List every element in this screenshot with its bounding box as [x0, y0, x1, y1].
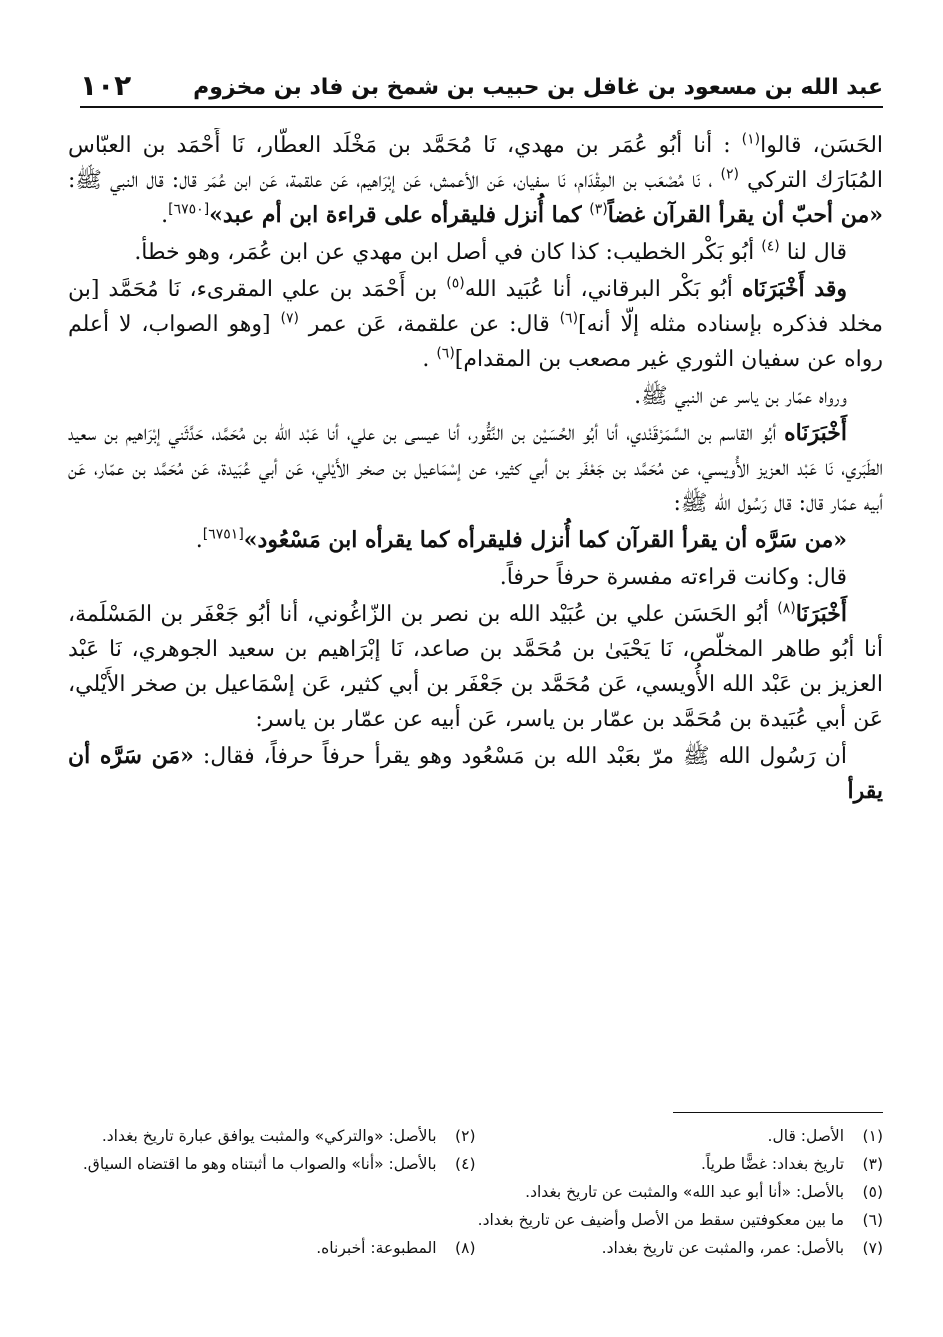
footnote-ref: (٧): [280, 310, 299, 327]
running-title: عبد الله بن مسعود بن غافل بن حبيب بن شمخ بن فاد بن مخزوم: [193, 75, 883, 100]
page-number: ١٠٢: [80, 69, 132, 102]
footnote-5: [68, 1178, 883, 1206]
paragraph-7: [68, 560, 883, 595]
text-segment: الحَسَن، قالوا: [760, 133, 883, 158]
footnote-row: [68, 1150, 883, 1178]
text-segment: [وهو الصواب، لا أعلم رواه عن سفيان الثوري غير مصعب بن المقدام]: [68, 312, 883, 372]
footnote-text: بالأصل: عمر، والمثبت عن تاريخ بغداد.: [601, 1239, 845, 1257]
text-segment: أبُو الحَسَن علي بن عُبَيْد الله بن نصر بن الزّاغُوني، أنا أبُو جَعْفَر بن المَسْلَمة، أنا أبُو طاهر المخلّص، نَا يَحْيَىٰ بن مُحَمَّد بن صاعد، نَا إبْرَاهيم بن سعيد الجوهري، نَا عَبْد العزيز بن عَبْد الله الأُويسي، عَن مُحَمَّد بن جَعْفَر بن أبي كثير، عَن إسْمَاعيل بن صخر الأَيْلي، عَن أبي عُبَيدة بن مُحَمَّد بن عمّار بن ياسر، عَن أبيه عن عمّار بن ياسر:: [68, 602, 883, 732]
footnote-7: [476, 1234, 884, 1262]
text-segment: ، نَا مُصْعَب بن المِقْدَام، نَا سفيان، عَن الأعمش، عَن إبْرَاهيم، عَن علقمة، عَن ابن عُمَر قال: قال النبي ﷺ:: [68, 168, 721, 193]
footnote-number: (٤): [455, 1155, 476, 1173]
isnad-lead: أَخْبَرَنَاه: [784, 420, 847, 446]
footnote-text: بالأصل: «أنا» والصواب ما أثبتناه وهو ما اقتضاه السياق.: [82, 1155, 437, 1173]
footnote-ref: (١): [741, 131, 761, 148]
text-segment: قال: وكانت قراءته مفسرة حرفاً حرفاً.: [499, 565, 847, 590]
footnote-row: [68, 1234, 883, 1262]
page-header: [80, 58, 883, 108]
hadith-quote: كما أُنزل فليقرأه على قراءة ابن أم عبد»: [209, 202, 590, 228]
paragraph-1: [68, 128, 883, 233]
footnote-row: [68, 1122, 883, 1150]
hadith-number: [٦٧٥٠]: [168, 201, 210, 218]
paragraph-8: [68, 597, 883, 737]
text-segment: .: [422, 347, 437, 372]
footnote-4: [68, 1150, 476, 1178]
footnote-number: (٥): [862, 1183, 883, 1201]
footnote-ref: (٦): [559, 310, 579, 327]
paragraph-9: [68, 739, 883, 809]
text-segment: قال: عن علقمة، عَن عمر: [298, 312, 560, 337]
text-segment: بن أَحْمَد بن علي المقرىء، نَا مُحَمَّد [بن مخلد فذكره بإسناده مثله إلّا أنه]: [68, 277, 883, 337]
footnote-number: (٣): [862, 1155, 883, 1173]
paragraph-5: [68, 416, 883, 521]
text-segment: أبُو القاسم بن السَّمَرْقَنْدي، أنا أبُو الحُسَيْن بن النَّقُّور، أنا عيسى بن علي، أنا عَبْد الله بن مُحَمَّد، حَدَّثَني إبْرَاهيم بن سعيد الطَبَري، نَا عَبْد العزيز الأُويسي، عن مُحَمَّد بن جَعْفَر بن أبي كثير، عن إسْمَاعيل بن صخر الأَيْلي، عَن أبي عُبَيدة، عَن مُحَمَّد بن عمّار، عَن أبيه عمّار قال: قال رَسُول الله ﷺ:: [68, 421, 883, 516]
paragraph-3: [68, 272, 883, 377]
text-segment: .: [161, 203, 169, 228]
text-segment: أبُو بَكْر البرقاني، أنا عُبَيد الله: [464, 277, 742, 302]
text-segment: قال لنا: [779, 240, 847, 265]
isnad-lead: وقد أَخْبَرَنَاه: [741, 276, 847, 302]
footnote-ref: (٥): [446, 275, 465, 292]
text-segment: أن رَسُول الله ﷺ مرّ بعَبْد الله بن مَسْعُود وهو يقرأ حرفاً حرفاً، فقال:: [193, 744, 848, 769]
footnotes: [68, 1122, 883, 1297]
text-segment: ورواه عمّار بن ياسر عن النبي ﷺ.: [634, 384, 847, 409]
text-segment: : أنا أبُو عُمَر بن مهدي، نَا مُحَمَّد بن مَخْلَد العطَّار، نَا أَحْمَد بن العبّاس المُبَارَك التركي: [68, 133, 883, 193]
hadith-number: [٦٧٥١]: [202, 526, 244, 543]
hadith-quote: «من أحبّ أن يقرأ القرآن غضاً: [607, 202, 883, 228]
footnote-divider: [673, 1112, 883, 1113]
hadith-quote: «مَن سَرَّه أن يقرأ: [68, 743, 883, 804]
footnote-ref: (٤): [761, 238, 780, 255]
footnote-ref: (٨): [777, 600, 796, 617]
footnote-number: (٦): [862, 1211, 883, 1229]
footnote-ref: (٦): [436, 345, 455, 362]
footnote-3: [476, 1150, 884, 1178]
footnote-text: الأصل: قال.: [767, 1127, 845, 1145]
footnote-1: [476, 1122, 884, 1150]
text-segment: أبُو بَكْر الخطيب: كذا كان في أصل ابن مهدي عن ابن عُمَر، وهو خطأ.: [134, 240, 762, 265]
text-segment: .: [195, 528, 203, 553]
footnote-text: ما بين معكوفتين سقط من الأصل وأضيف عن تاريخ بغداد.: [477, 1211, 845, 1229]
footnote-text: بالأصل: «والتركي» والمثبت يوافق عبارة تاريخ بغداد.: [101, 1127, 437, 1145]
footnote-text: المطبوعة: أخبرناه.: [316, 1239, 437, 1257]
footnote-number: (٨): [455, 1239, 476, 1257]
isnad-lead: أَخْبَرَنَا: [795, 601, 848, 627]
footnote-number: (١): [862, 1127, 883, 1145]
paragraph-2: [68, 235, 883, 270]
paragraph-6: [68, 523, 883, 558]
footnote-number: (٧): [862, 1239, 883, 1257]
footnote-text: بالأصل: «أنا أبو عبد الله» والمثبت عن تاريخ بغداد.: [525, 1183, 845, 1201]
footnote-2: [68, 1122, 476, 1150]
paragraph-4: [68, 379, 883, 414]
hadith-quote: «من سَرَّه أن يقرأ القرآن كما أُنزل فليقرأه كما يقرأه ابن مَسْعُود»: [243, 527, 847, 553]
footnote-8: [68, 1234, 476, 1262]
main-text: [68, 128, 883, 1080]
footnote-text: تاريخ بغداد: غضًّا طرياً.: [700, 1155, 845, 1173]
footnote-6: [68, 1206, 883, 1234]
footnote-number: (٢): [455, 1127, 476, 1145]
footnote-ref: (٣): [589, 201, 608, 218]
footnote-ref: (٢): [720, 166, 739, 183]
